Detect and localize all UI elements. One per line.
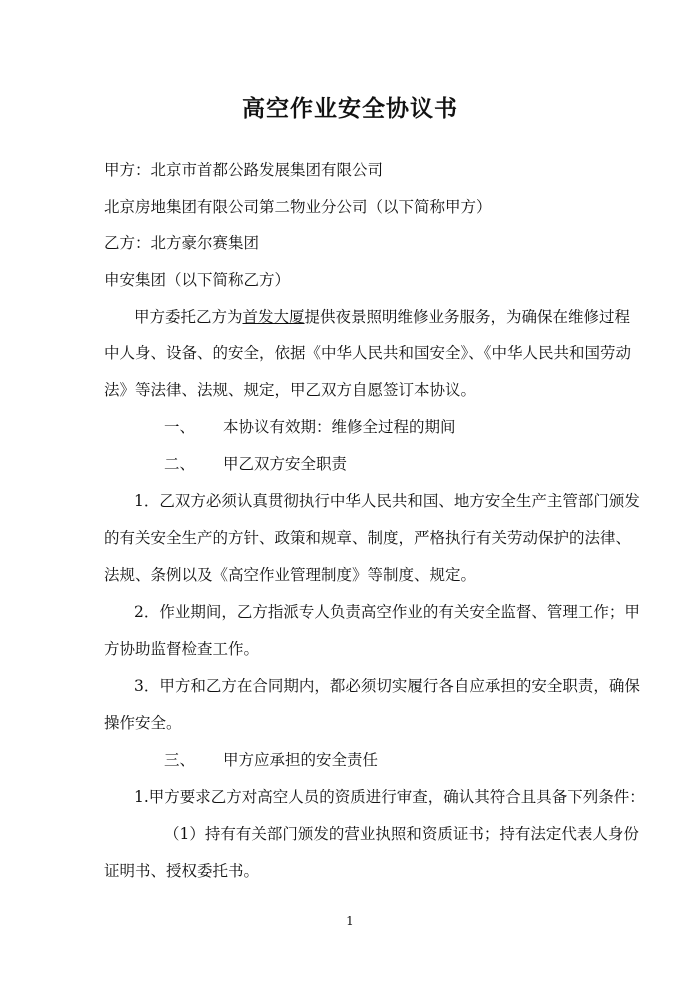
section-1-num: 一、: [164, 418, 196, 436]
item-2-2-line2: 方协助监督检查工作。: [104, 640, 260, 658]
intro-post: 提供夜景照明维修业务服务，为确保在维修过程: [304, 308, 631, 326]
party-a-line1: 甲方：北京市首都公路发展集团有限公司: [104, 161, 384, 179]
document-title: 高空作业安全协议书: [242, 95, 458, 122]
section-3-text: 甲方应承担的安全责任: [223, 751, 379, 769]
party-b-line2: 申安集团（以下简称乙方）: [104, 271, 291, 289]
party-b-line1: 乙方：北方豪尔赛集团: [104, 234, 260, 252]
intro-line1: [134, 306, 634, 328]
item-2-1-line1: 1．乙双方必须认真贯彻执行中华人民共和国、地方安全生产主管部门颁发: [134, 492, 640, 510]
section-3-heading: [164, 749, 664, 771]
intro-pre: 甲方委托乙方为: [134, 308, 243, 326]
item-2-3-line2: 操作安全。: [104, 714, 182, 732]
item-3-1-1-line2: 证明书、授权委托书。: [104, 862, 260, 880]
building-name: 首发大厦: [242, 308, 305, 326]
section-2-num: 二、: [164, 455, 196, 473]
item-2-1-line3: 法规、条例以及《高空作业管理制度》等制度、规定。: [104, 566, 477, 584]
section-1-heading: [164, 416, 664, 438]
item-3-1-1-line1: （1）持有有关部门颁发的营业执照和资质证书；持有法定代表人身份: [164, 825, 639, 843]
party-a-line2: 北京房地集团有限公司第二物业分公司（以下简称甲方）: [104, 198, 492, 216]
section-2-text: 甲乙双方安全职责: [223, 455, 348, 473]
section-1-text: 本协议有效期：维修全过程的期间: [223, 418, 456, 436]
intro-line2: 中人身、设备、的安全，依据《中华人民共和国安全》、《中华人民共和国劳动: [104, 344, 632, 362]
item-2-3-line1: 3．甲方和乙方在合同期内，都必须切实履行各自应承担的安全职责，确保: [134, 677, 640, 695]
page-number: 1: [346, 914, 354, 928]
item-2-1-line2: 的有关安全生产的方针、政策和规章、制度，严格执行有关劳动保护的法律、: [104, 529, 632, 547]
section-3-num: 三、: [164, 751, 196, 769]
item-3-1-line1: 1.甲方要求乙方对高空人员的资质进行审查，确认其符合且具备下列条件：: [134, 788, 645, 806]
section-2-heading: [164, 453, 664, 475]
item-2-2-line1: 2．作业期间，乙方指派专人负责高空作业的有关安全监督、管理工作；甲: [134, 603, 640, 621]
intro-line3: 法》等法律、法规、规定，甲乙双方自愿签订本协议。: [104, 381, 477, 399]
